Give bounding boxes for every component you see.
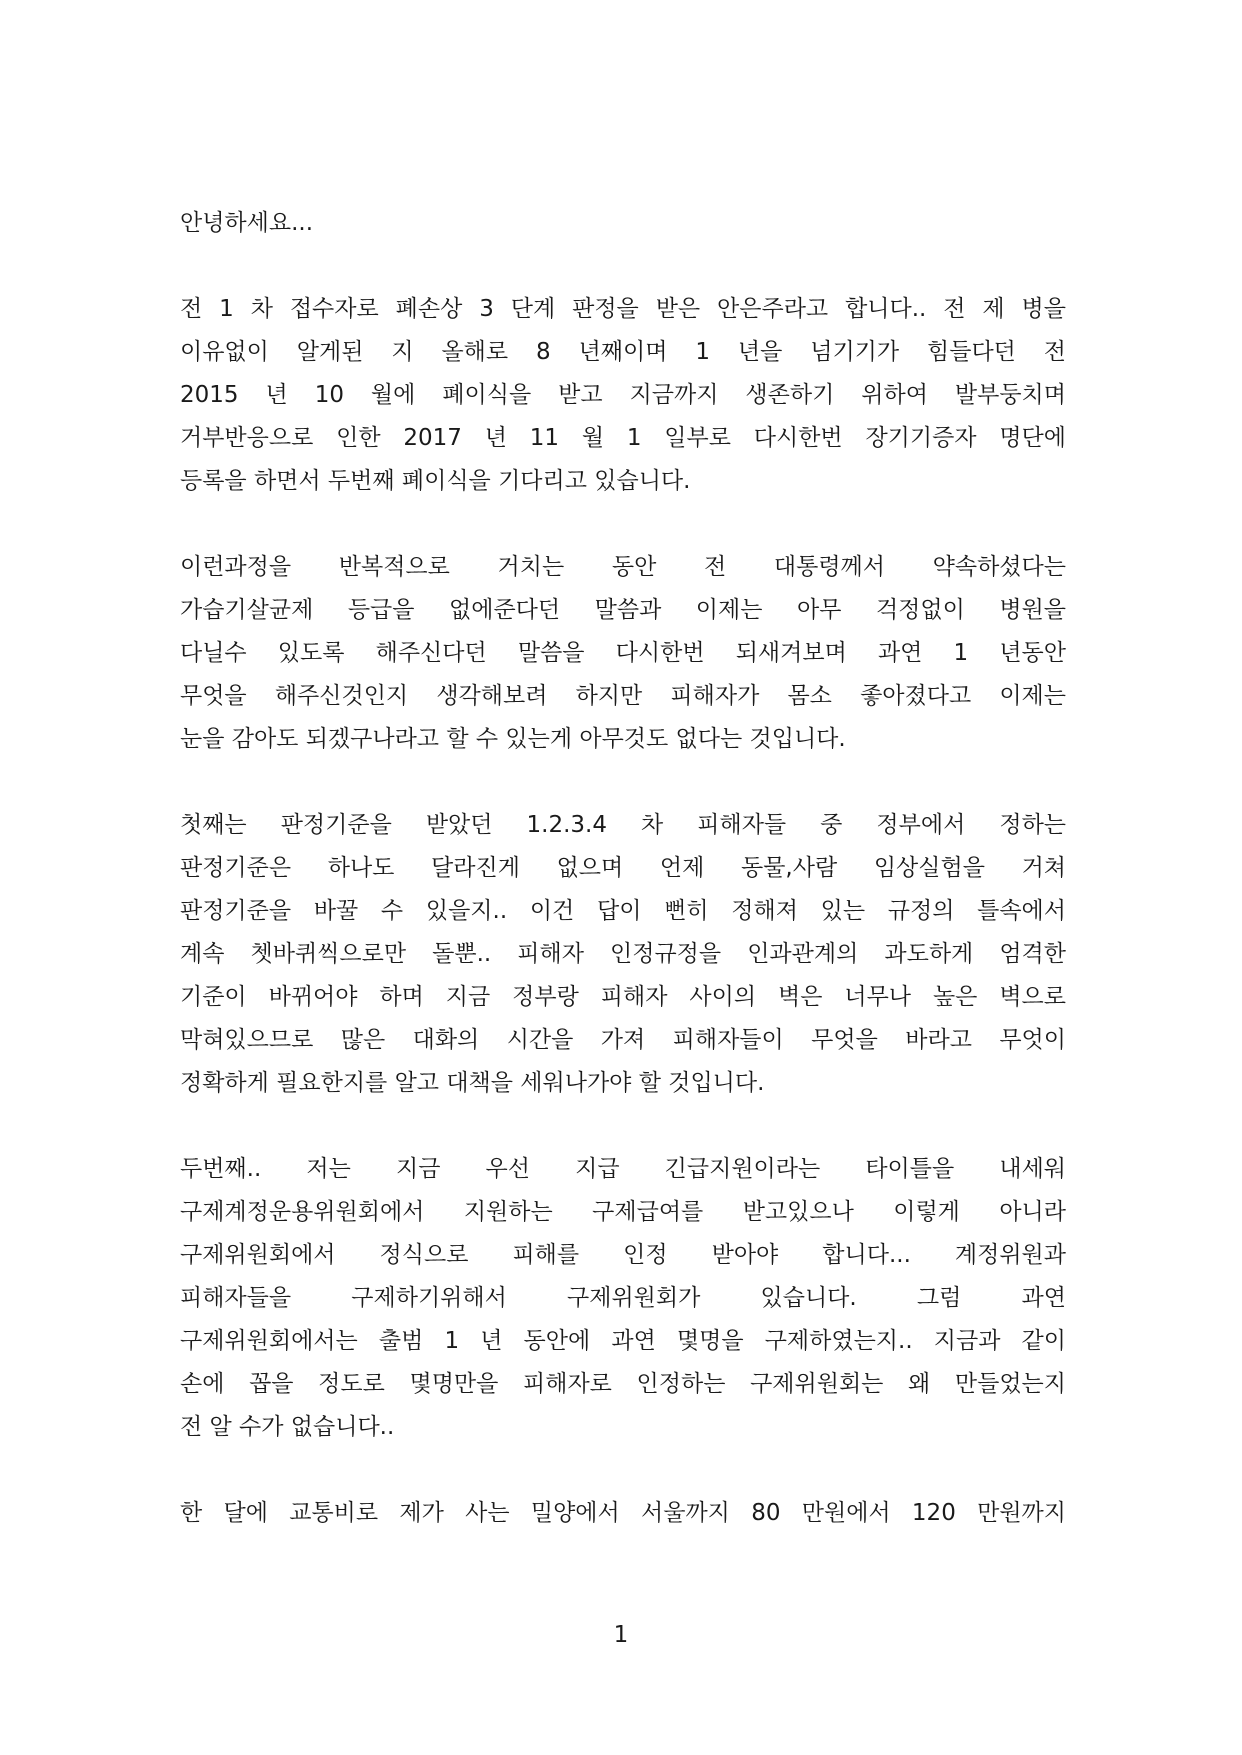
text-line: 구제위원회에서 정식으로 피해를 인정 받아야 합니다... 계정위원과 [180, 1242, 1066, 1268]
text-line: 가습기살균제 등급을 없에준다던 말씀과 이제는 아무 걱정없이 병원을 [180, 597, 1066, 623]
text-line: 두번째.. 저는 지금 우선 지급 긴급지원이라는 타이틀을 내세워 [180, 1156, 1066, 1182]
page-number: 1 [613, 1622, 629, 1648]
text-line: 계속 쳇바퀴씩으로만 돌뿐.. 피해자 인정규정을 인과관계의 과도하게 엄격한 [180, 941, 1066, 967]
paragraph-gap [180, 1449, 1066, 1492]
text-line: 눈을 감아도 되겠구나라고 할 수 있는게 아무것도 없다는 것입니다. [180, 726, 846, 752]
text-line: 한 달에 교통비로 제가 사는 밀양에서 서울까지 80 만원에서 120 만원까지 [180, 1500, 1066, 1526]
text-line: 정확하게 필요한지를 알고 대책을 세워나가야 할 것입니다. [180, 1070, 765, 1096]
text-line: 손에 꼽을 정도로 몇명만을 피해자로 인정하는 구제위원회는 왜 만들었는지 [180, 1371, 1066, 1397]
paragraph-5 [180, 1492, 1066, 1535]
text-line: 구제계정운용위원회에서 지원하는 구제급여를 받고있으나 이렇게 아니라 [180, 1199, 1066, 1225]
paragraph-gap [180, 1105, 1066, 1148]
text-line: 판정기준은 하나도 달라진게 없으며 언제 동물,사람 임상실험을 거쳐 [180, 855, 1066, 881]
text-line: 다닐수 있도록 해주신다던 말씀을 다시한번 되새겨보며 과연 1 년동안 [180, 640, 1066, 666]
body-text [180, 202, 1066, 1535]
greeting-line: 안녕하세요... [180, 210, 314, 236]
text-line: 이유없이 알게된 지 올해로 8 년째이며 1 년을 넘기기가 힘들다던 전 [180, 339, 1066, 365]
paragraph-1 [180, 288, 1066, 503]
text-line: 거부반응으로 인한 2017 년 11 월 1 일부로 다시한번 장기기증자 명단에 [180, 425, 1066, 451]
paragraph-gap [180, 761, 1066, 804]
text-line: 전 1 차 접수자로 폐손상 3 단계 판정을 받은 안은주라고 합니다.. 전 제 병을 [180, 296, 1066, 322]
text-line: 피해자들을 구제하기위해서 구제위원회가 있습니다. 그럼 과연 [180, 1285, 1066, 1311]
text-line: 2015 년 10 월에 폐이식을 받고 지금까지 생존하기 위하여 발부둥치며 [180, 382, 1066, 408]
paragraph-gap [180, 503, 1066, 546]
paragraph-3 [180, 804, 1066, 1105]
text-line: 첫째는 판정기준을 받았던 1.2.3.4 차 피해자들 중 정부에서 정하는 [180, 812, 1066, 838]
paragraph-gap [180, 245, 1066, 288]
text-line: 판정기준을 바꿀 수 있을지.. 이건 답이 뻔히 정해져 있는 규정의 틀속에서 [180, 898, 1066, 924]
text-line: 등록을 하면서 두번째 폐이식을 기다리고 있습니다. [180, 468, 691, 494]
text-line: 구제위원회에서는 출범 1 년 동안에 과연 몇명을 구제하였는지.. 지금과 같이 [180, 1328, 1066, 1354]
text-line: 기준이 바뀌어야 하며 지금 정부랑 피해자 사이의 벽은 너무나 높은 벽으로 [180, 984, 1066, 1010]
text-line: 이런과정을 반복적으로 거치는 동안 전 대통령께서 약속하셨다는 [180, 554, 1066, 580]
text-line: 막혀있으므로 많은 대화의 시간을 가져 피해자들이 무엇을 바라고 무엇이 [180, 1027, 1066, 1053]
text-line: 전 알 수가 없습니다.. [180, 1414, 395, 1440]
paragraph-2 [180, 546, 1066, 761]
paragraph-4 [180, 1148, 1066, 1449]
text-line: 무엇을 해주신것인지 생각해보려 하지만 피해자가 몸소 좋아졌다고 이제는 [180, 683, 1066, 709]
